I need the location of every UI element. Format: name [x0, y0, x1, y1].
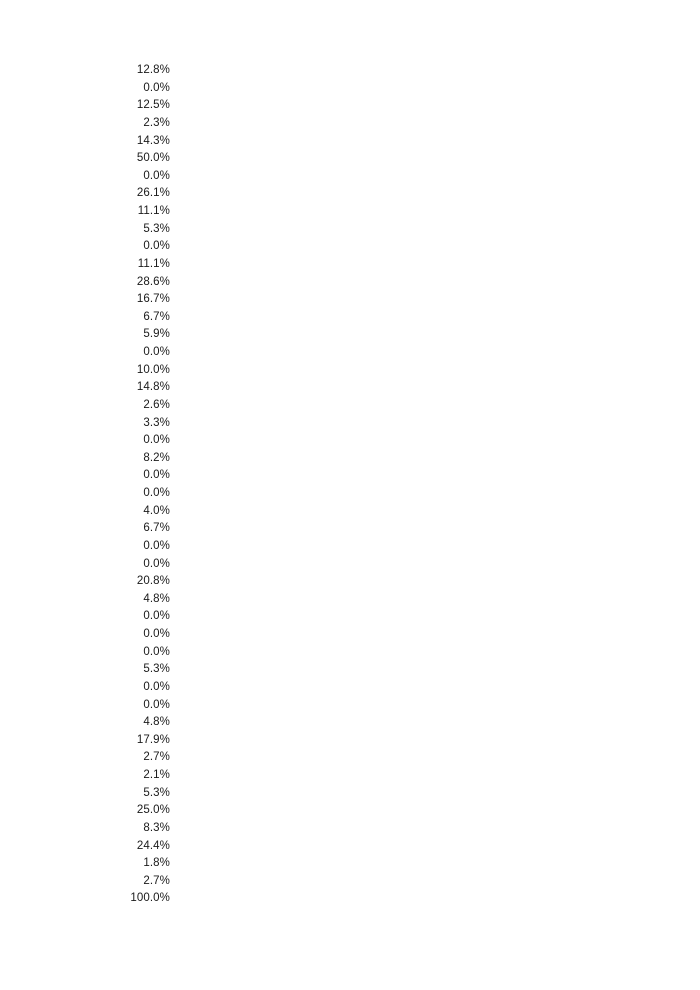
percentage-value: 3.3%	[143, 416, 170, 429]
percentage-value: 10.0%	[136, 363, 170, 376]
percentage-value: 2.1%	[143, 769, 170, 781]
percentage-value: 0.0%	[143, 240, 170, 253]
percentage-value: 0.0%	[143, 557, 170, 570]
percentage-value: 14.8%	[136, 381, 170, 394]
percentage-value: 6.7%	[143, 310, 170, 323]
percentage-value: 0.0%	[143, 628, 170, 640]
percentage-value: 0.0%	[143, 169, 170, 182]
percentage-value: 0.0%	[143, 81, 170, 94]
percentage-value: 2.7%	[143, 874, 170, 887]
percentage-value: 5.3%	[143, 663, 170, 676]
percentage-value: 20.8%	[136, 575, 170, 588]
percentage-value: 0.0%	[143, 434, 170, 447]
percentage-value: 28.6%	[136, 275, 170, 288]
percentage-value: 11.1%	[137, 257, 170, 270]
percentage-value: 17.9%	[136, 733, 170, 746]
percentage-value: 50.0%	[136, 152, 170, 165]
percentage-value: 12.5%	[136, 99, 170, 112]
percentage-value: 0.0%	[143, 680, 170, 693]
percentage-value: 4.8%	[143, 592, 170, 605]
percentage-value: 8.2%	[143, 451, 170, 464]
percentage-value: 25.0%	[136, 804, 170, 817]
percentage-value: 0.0%	[143, 610, 170, 623]
percentage-value: 11.1%	[137, 205, 170, 217]
percentage-value: 2.3%	[143, 116, 170, 129]
percentage-value: 24.4%	[136, 839, 170, 852]
percentage-value: 8.3%	[143, 821, 170, 834]
percentage-value: 0.0%	[143, 346, 170, 358]
percentage-value: 0.0%	[143, 487, 170, 499]
percentage-value: 1.8%	[143, 857, 170, 870]
percentage-value: 0.0%	[143, 539, 170, 552]
percentage-value: 2.7%	[143, 751, 170, 764]
percentage-value: 100.0%	[130, 892, 170, 905]
percentage-value: 6.7%	[143, 522, 170, 535]
percentage-value: 0.0%	[143, 698, 170, 711]
percentage-value: 0.0%	[143, 645, 170, 658]
percentage-value: 5.3%	[143, 222, 170, 235]
percentage-value: 2.6%	[143, 398, 170, 411]
percentage-value: 0.0%	[143, 469, 170, 482]
percentage-value: 5.3%	[143, 786, 170, 799]
percentage-column	[62, 62, 170, 908]
percentage-value: 26.1%	[136, 187, 170, 200]
percentage-value: 5.9%	[143, 328, 170, 341]
percentage-value: 12.8%	[136, 64, 170, 76]
percentage-value: 4.0%	[143, 504, 170, 517]
percentage-value: 4.8%	[143, 716, 170, 729]
percentage-value: 14.3%	[136, 134, 170, 147]
percentage-value: 16.7%	[136, 293, 170, 306]
